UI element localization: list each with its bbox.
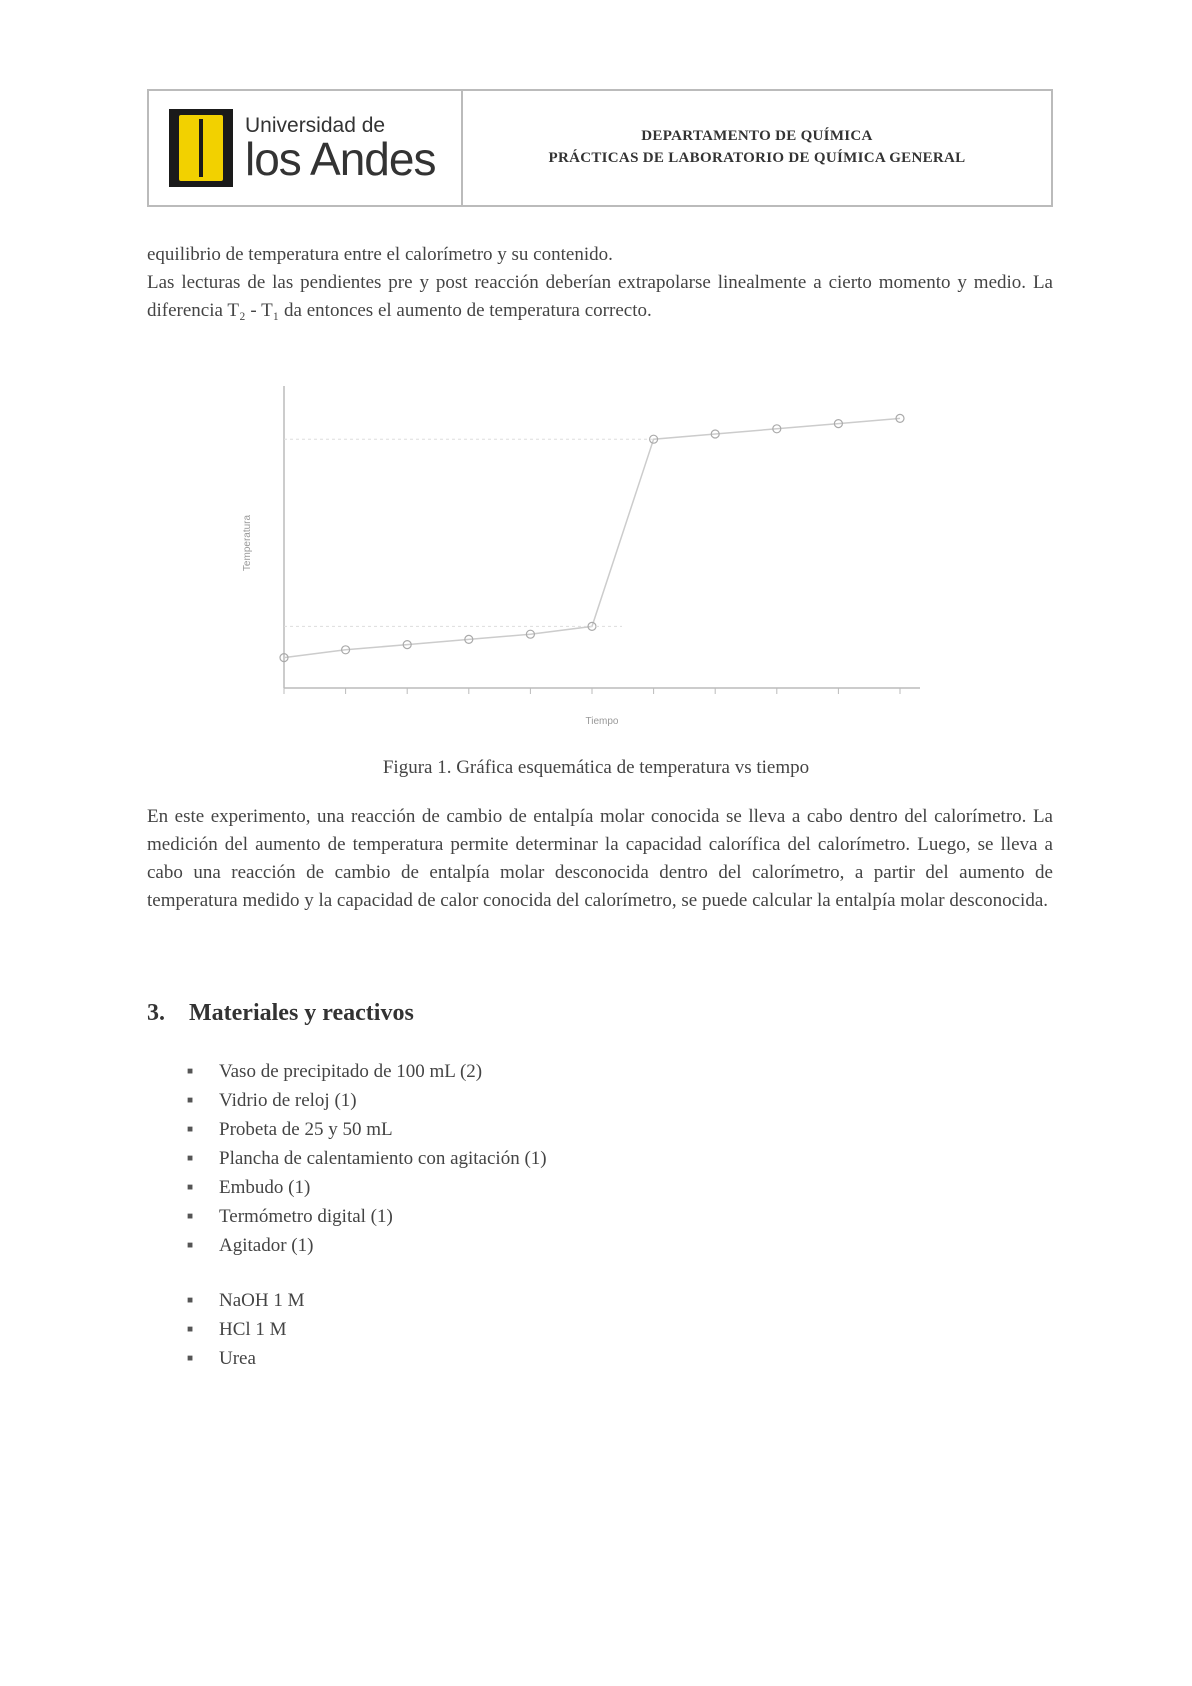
list-item: ■ Embudo (1)	[185, 1173, 547, 1202]
chart-svg	[240, 378, 930, 733]
logo-top-text: Universidad de	[245, 113, 386, 137]
section-title: Materiales y reactivos	[189, 1000, 414, 1026]
temperature-time-chart	[240, 378, 930, 733]
list-item: ■ HCl 1 M	[185, 1315, 305, 1344]
document-header	[147, 89, 1053, 207]
section-heading	[147, 1000, 414, 1027]
logo-bottom-text: los Andes	[245, 132, 436, 185]
reagents-list	[185, 1286, 305, 1373]
university-logo	[149, 91, 463, 205]
section-number: 3.	[147, 1000, 165, 1026]
header-title	[463, 91, 1051, 205]
header-title-line2: PRÁCTICAS DE LABORATORIO DE QUÍMICA GENERAL	[548, 150, 966, 166]
list-item: ■ Agitador (1)	[185, 1231, 547, 1260]
materials-list	[185, 1057, 547, 1260]
logo-wordmark	[245, 113, 436, 185]
intro-paragraph: Las lecturas de las pendientes pre y post reacción deberían extrapolarse linealmente a cierto momento y medio. La diferencia T₂ - T₁ da entonces el aumento de temperatura correcto.	[147, 272, 1053, 321]
header-title-line1: DEPARTAMENTO DE QUÍMICA	[641, 128, 873, 145]
list-item: ■ Vidrio de reloj (1)	[185, 1086, 547, 1115]
list-item: ■ Termómetro digital (1)	[185, 1202, 547, 1231]
list-item: ■ Vaso de precipitado de 100 mL (2)	[185, 1057, 547, 1086]
y-axis-label: Temperatura	[242, 514, 253, 572]
list-item: ■ Probeta de 25 y 50 mL	[185, 1115, 547, 1144]
list-item: ■ Plancha de calentamiento con agitación (1)	[185, 1144, 547, 1173]
university-emblem-icon	[169, 109, 233, 187]
list-item: ■ Urea	[185, 1344, 305, 1373]
figure-caption: Figura 1. Gráfica esquemática de temperatura vs tiempo	[382, 757, 810, 778]
x-axis-label: Tiempo	[585, 716, 619, 727]
series-line	[284, 418, 900, 657]
intro-line: equilibrio de temperatura entre el calorímetro y su contenido.	[147, 244, 613, 265]
body-paragraph: En este experimento, una reacción de cambio de entalpía molar conocida se lleva a cabo dentro del calorímetro. La medición del aumento de temperatura permite determinar la capacidad calorífica del calorímetro. Luego, se lleva a cabo una reacción de cambio de entalpía molar desconocida dentro del calorímetro, a partir del aumento de temperatura medido y la capacidad de calor conocida del calorímetro, se puede calcular la entalpía molar desconocida.	[147, 806, 1053, 911]
list-item: ■ NaOH 1 M	[185, 1286, 305, 1315]
